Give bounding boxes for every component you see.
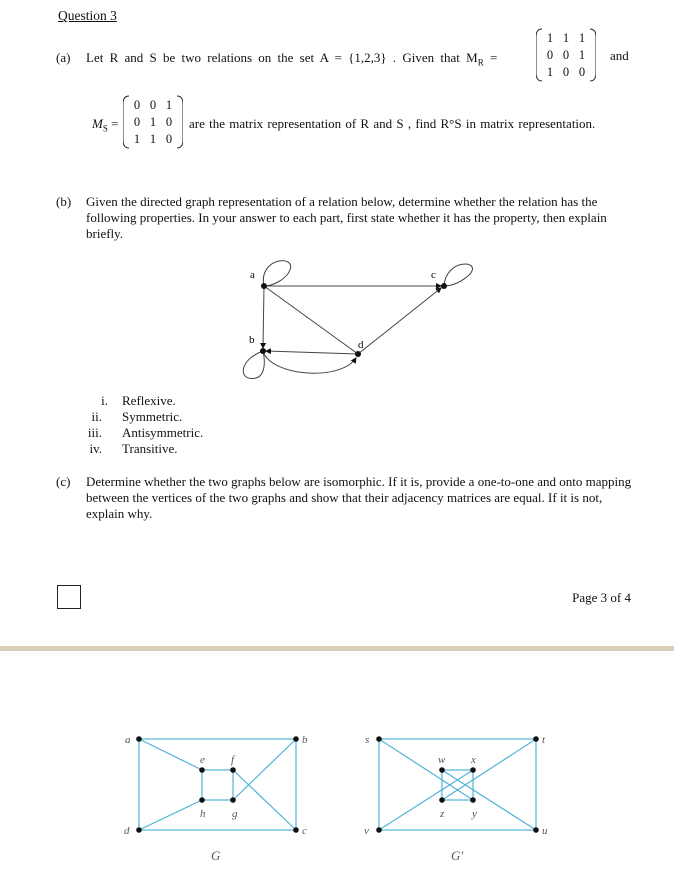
item-text: Symmetric.: [122, 409, 183, 424]
loop-c: [444, 264, 472, 286]
vertex-u: [533, 827, 539, 833]
item-text: Transitive.: [122, 441, 178, 456]
node-b: [260, 348, 266, 354]
matrix-cell: 0: [165, 115, 173, 129]
edge-d-c: [358, 288, 441, 354]
vertex-label-x: x: [471, 754, 476, 766]
matrix-cell: 1: [562, 31, 570, 45]
part-a-line1-text: Let R and S be two relations on the set A = {1,2,3} . Given that M: [86, 50, 478, 65]
part-b-label: (b): [56, 194, 72, 209]
matrix-cell: 1: [165, 98, 173, 112]
matrix-cell: 0: [578, 65, 586, 79]
node-label-a: a: [250, 269, 255, 281]
vertex-label-d: d: [124, 825, 130, 837]
graph-G-prime-caption: G′: [451, 848, 464, 863]
item-num: iii.: [87, 425, 102, 440]
next-page-area: [0, 651, 674, 869]
node-c: [441, 283, 447, 289]
graph-G: [110, 725, 330, 865]
vertex-label-s: s: [365, 734, 370, 746]
node-d: [355, 351, 361, 357]
ms-subscript: S: [102, 123, 108, 134]
vertex-label-y: y: [472, 808, 477, 820]
vertex-y: [470, 797, 476, 803]
vertex-label-g: g: [232, 808, 238, 820]
vertex-label-h: h: [200, 808, 206, 820]
matrix-cell: 1: [578, 48, 586, 62]
item-text: Antisymmetric.: [122, 425, 204, 440]
matrix-cell: 1: [149, 115, 157, 129]
loop-b: [243, 351, 264, 378]
matrix-cell: 1: [149, 132, 157, 146]
vertex-c: [293, 827, 299, 833]
vertex-b: [293, 736, 299, 742]
part-c-label: (c): [56, 474, 71, 489]
vertex-x: [470, 767, 476, 773]
part-a-label: (a): [56, 50, 71, 65]
vertex-label-f: f: [231, 754, 235, 766]
loop-a: [263, 261, 290, 286]
item-num: ii.: [91, 409, 102, 424]
vertex-a: [136, 736, 142, 742]
part-b-text: Given the directed graph representation of a relation below, determine whether the relation has the following properties. In your answer to each part, first state whether it has the property, then explain briefly.: [86, 194, 607, 241]
node-label-c: c: [431, 269, 436, 281]
graph-G-prime: [350, 725, 570, 865]
part-a-line2: are the matrix representation of R and S , find R°S in matrix representation.: [189, 116, 596, 131]
vertex-label-t: t: [542, 734, 546, 746]
edge-d-b: [266, 351, 358, 354]
vertex-v: [376, 827, 382, 833]
vertex-d: [136, 827, 142, 833]
relation-digraph: [230, 250, 480, 390]
matrix-cell: 1: [546, 31, 554, 45]
edge-a-d: [264, 286, 358, 354]
edge-b-d: [263, 351, 356, 373]
vertex-label-a: a: [125, 734, 131, 746]
vertex-e: [199, 767, 205, 773]
part-c-text: Determine whether the two graphs below are isomorphic. If it is, provide a one-to-one and onto mapping between the vertices of the two graphs and show that their adjacency matrices are equal. If it is not, explain why.: [86, 474, 632, 521]
vertex-label-u: u: [542, 825, 548, 837]
ms-label: $M_S$ =: [92, 116, 119, 134]
part-a-line1: [86, 50, 497, 71]
matrix-cell: 0: [562, 48, 570, 62]
node-label-d: d: [358, 339, 364, 351]
and-text: and: [610, 48, 629, 63]
vertex-label-e: e: [200, 754, 205, 766]
mr-equals: =: [489, 50, 498, 65]
vertex-label-z: z: [440, 808, 445, 820]
matrix-ms-cells: [129, 97, 177, 147]
vertex-s: [376, 736, 382, 742]
ms-prefix: M: [92, 116, 103, 131]
matrix-cell: 0: [133, 115, 141, 129]
vertex-label-b: b: [302, 734, 308, 746]
matrix-cell: 0: [133, 98, 141, 112]
page-number: Page 3 of 4: [572, 590, 631, 605]
vertex-t: [533, 736, 539, 742]
answer-checkbox[interactable]: [57, 585, 81, 609]
vertex-label-w: w: [438, 754, 446, 766]
matrix-cell: 0: [165, 132, 173, 146]
vertex-label-c: c: [302, 825, 307, 837]
item-text: Reflexive.: [122, 393, 176, 408]
matrix-cell: 0: [546, 48, 554, 62]
vertex-g: [230, 797, 236, 803]
vertex-label-v: v: [364, 825, 369, 837]
graph-G-caption: G: [211, 848, 221, 863]
matrix-cell: 0: [562, 65, 570, 79]
matrix-cell: 1: [578, 31, 586, 45]
matrix-mr-cells: [542, 30, 590, 80]
node-label-b: b: [249, 334, 255, 346]
item-num: i.: [101, 393, 108, 408]
matrix-cell: 1: [133, 132, 141, 146]
item-num: iv.: [89, 441, 102, 456]
vertex-w: [439, 767, 445, 773]
matrix-cell: 0: [149, 98, 157, 112]
edge-a-b: [263, 286, 264, 348]
mr-subscript: R: [477, 57, 484, 68]
question-title: Question 3: [58, 8, 117, 23]
vertex-h: [199, 797, 205, 803]
vertex-f: [230, 767, 236, 773]
matrix-cell: 1: [546, 65, 554, 79]
vertex-z: [439, 797, 445, 803]
node-a: [261, 283, 267, 289]
